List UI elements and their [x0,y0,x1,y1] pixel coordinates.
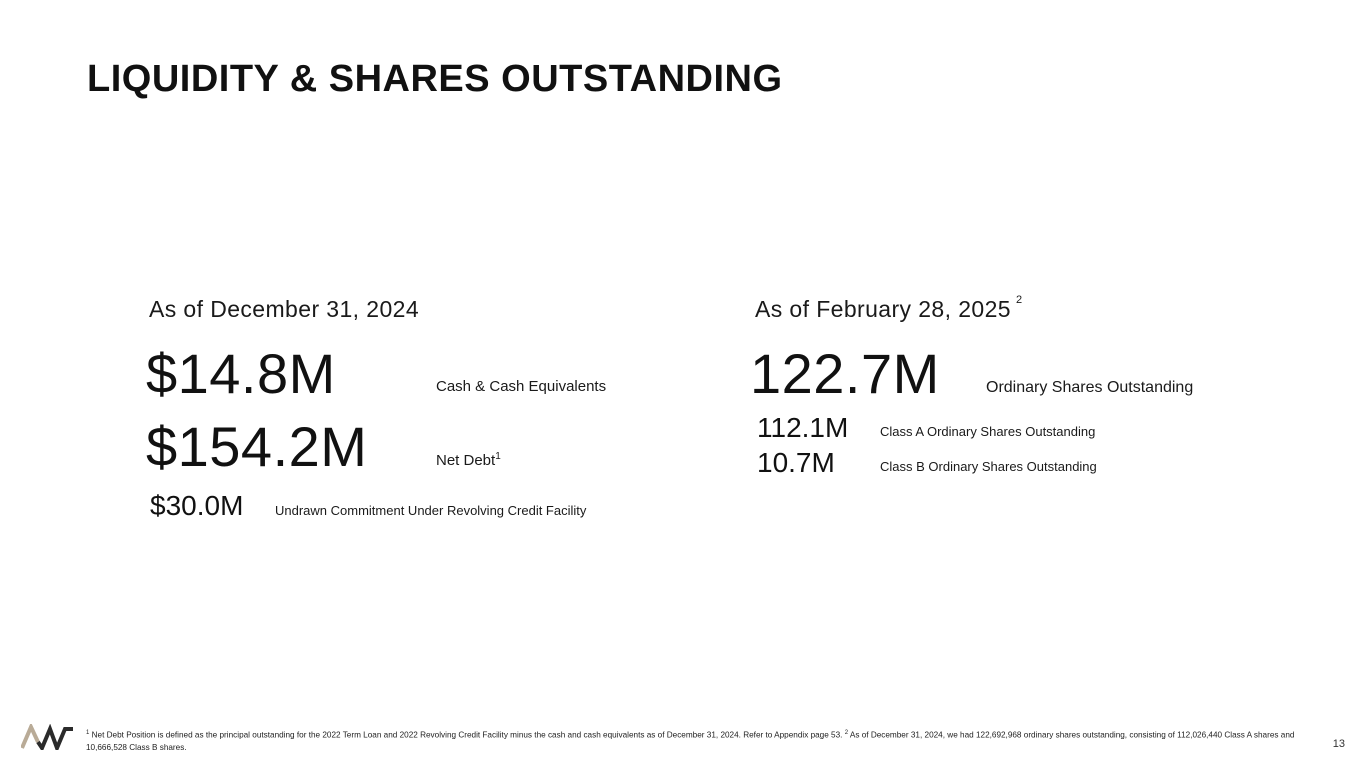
footnote [86,727,1301,754]
class-b-value: 10.7M [757,447,835,478]
right-heading-text: As of February 28, 2025 [755,296,1011,322]
page-number: 13 [1332,738,1345,750]
page-title: LIQUIDITY & SHARES OUTSTANDING [87,58,783,100]
footnote-text-1: Net Debt Position is defined as the principal outstanding for the 2022 Term Loan and 2022 Revolving Credit Facility minus the cash and cash equivalents as of December 31, 2024. Refer to Appendix page 53. [89,730,845,740]
footnote-marker-2: 2 [844,730,849,736]
right-heading [755,296,1023,323]
undrawn-label: Undrawn Commitment Under Revolving Credit Facility [275,503,587,518]
footnote-marker-1: 1 [86,730,90,736]
undrawn-value: $30.0M [150,490,244,521]
net-debt-footnote-marker: 1 [495,451,501,462]
net-debt-label-text: Net Debt [436,452,496,469]
class-a-label: Class A Ordinary Shares Outstanding [880,424,1096,439]
cash-label: Cash & Cash Equivalents [436,378,607,395]
right-heading-footnote-marker: 2 [1015,294,1023,306]
net-debt-value: $154.2M [146,415,368,478]
class-a-value: 112.1M [757,412,849,443]
net-debt-label [436,451,501,469]
cash-value: $14.8M [146,342,336,405]
class-b-label: Class B Ordinary Shares Outstanding [880,459,1097,474]
ordinary-shares-label: Ordinary Shares Outstanding [986,379,1194,396]
left-heading: As of December 31, 2024 [149,296,420,322]
ordinary-shares-value: 122.7M [750,342,940,405]
footnote-text-2: As of December 31, 2024, we had 122,692,968 ordinary shares outstanding, consisting of 112,026,440 Class A shares and 10,666,528 Class B shares. [86,730,1295,752]
company-logo-icon [21,724,75,750]
